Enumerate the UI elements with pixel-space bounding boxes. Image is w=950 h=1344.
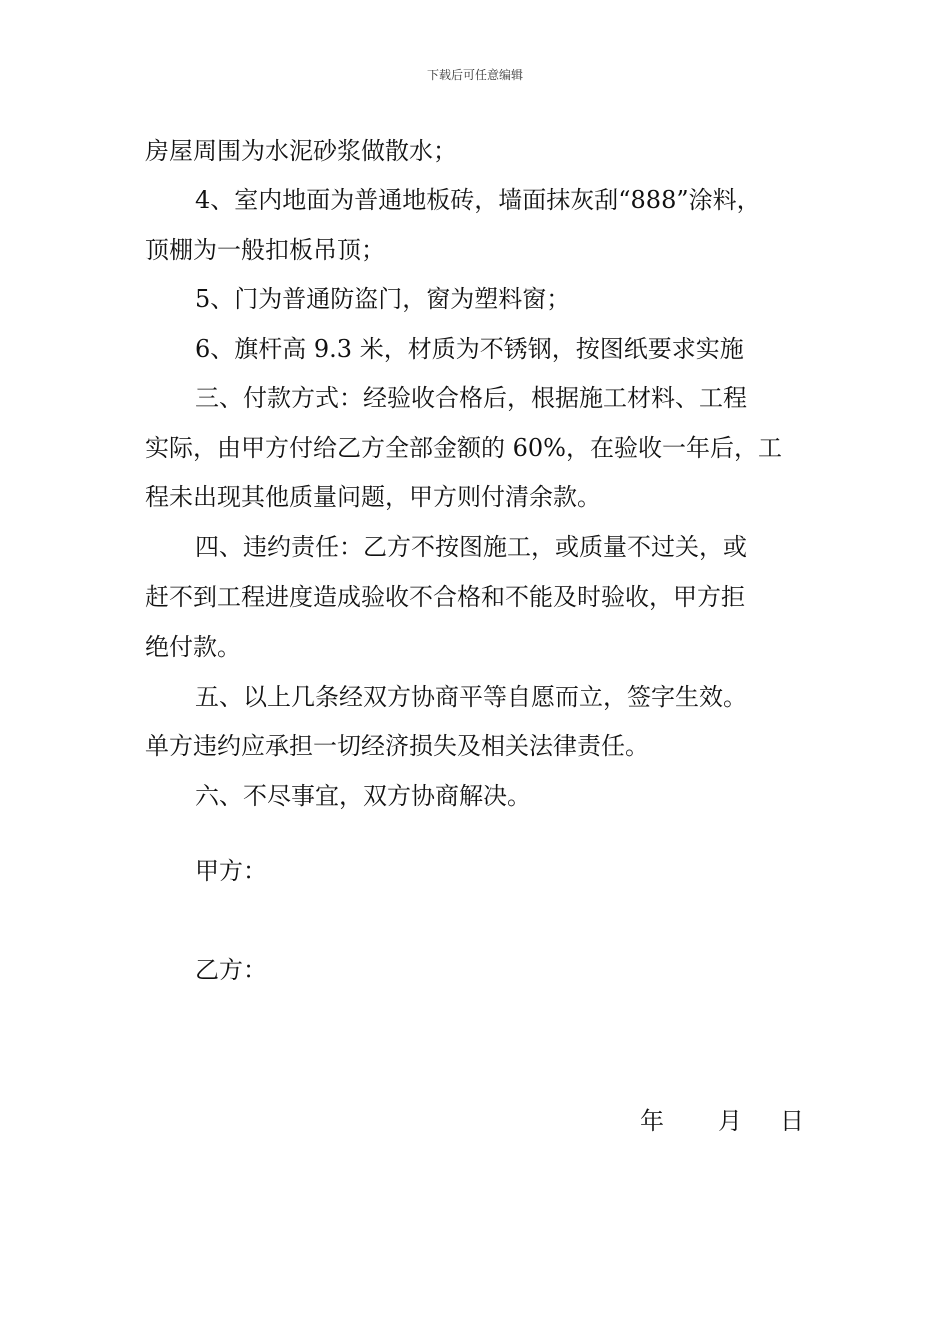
document-line: 6、旗杆高 9.3 米，材质为不锈钢，按图纸要求实施 — [195, 335, 744, 363]
document-line: 4、室内地面为普通地板砖，墙面抹灰刮“888”涂料， — [195, 186, 761, 214]
document-line: 三、付款方式：经验收合格后，根据施工材料、工程 — [195, 384, 747, 412]
document-line: 程未出现其他质量问题，甲方则付清余款。 — [145, 483, 601, 511]
date-day-label: 日 — [780, 1107, 804, 1135]
document-line: 六、不尽事宜，双方协商解决。 — [195, 782, 531, 810]
document-line: 四、违约责任：乙方不按图施工，或质量不过关，或 — [195, 533, 747, 561]
document-line: 单方违约应承担一切经济损失及相关法律责任。 — [145, 732, 649, 760]
party-a-signature-label: 甲方： — [195, 857, 267, 885]
party-b-signature-label: 乙方： — [195, 956, 267, 984]
document-line: 实际，由甲方付给乙方全部金额的 60%，在验收一年后，工 — [145, 434, 782, 462]
signature-date — [640, 1106, 804, 1136]
date-month-label: 月 — [718, 1107, 742, 1135]
document-line: 5、门为普通防盗门，窗为塑料窗； — [195, 285, 571, 313]
header-note: 下载后可任意编辑 — [426, 68, 523, 82]
document-line: 赶不到工程进度造成验收不合格和不能及时验收，甲方拒 — [145, 583, 745, 611]
document-line: 绝付款。 — [145, 633, 241, 661]
document-line: 顶棚为一般扣板吊顶； — [145, 236, 385, 264]
document-line: 房屋周围为水泥砂浆做散水； — [145, 137, 457, 165]
date-year-label: 年 — [640, 1107, 664, 1135]
document-line: 五、以上几条经双方协商平等自愿而立，签字生效。 — [195, 683, 747, 711]
